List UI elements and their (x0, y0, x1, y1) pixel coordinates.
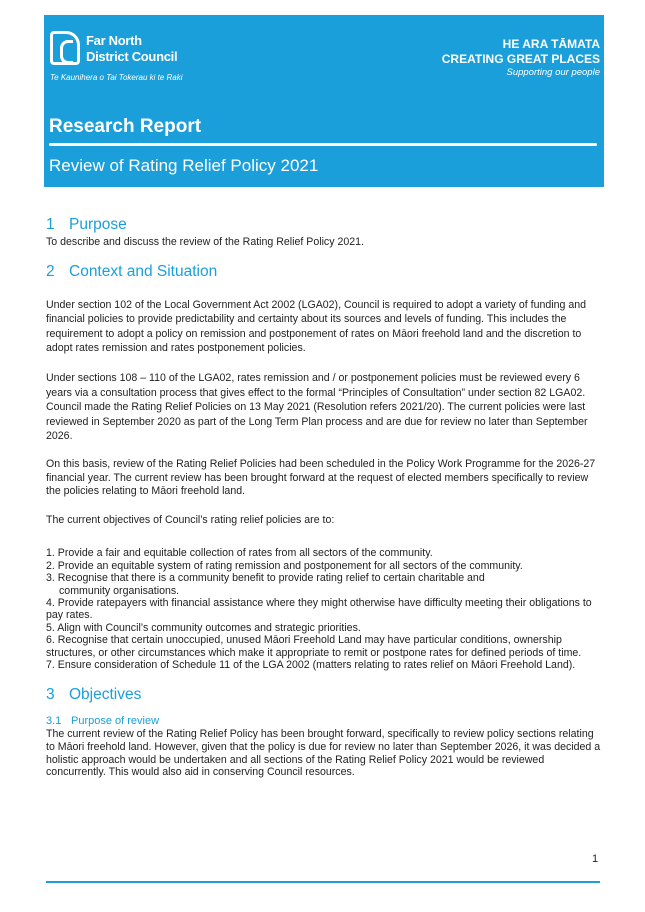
section-number: 2 (46, 262, 55, 280)
report-title: Research Report (49, 116, 202, 137)
section-heading-context (46, 262, 602, 282)
title-divider (49, 143, 597, 146)
context-paragraph-4: The current objectives of Council’s rating relief policies are to: (46, 513, 335, 526)
list-item: 4. Provide ratepayers with financial assistance where they might otherwise have difficulty meeting their obligations to pay rates. (46, 596, 592, 622)
council-logo-icon (50, 31, 80, 65)
document-body (46, 215, 602, 779)
section-title: Objectives (69, 686, 142, 704)
purpose-of-review-text: The current review of the Rating Relief Policy has been brought forward, specifically to review policy sections relating to Māori freehold land. However, given that the policy is due for review no later than September 2026, it was decided a holistic approach would be undertaken and all sections of the Rating Relief Policy 2021 would be reviewed concurrently. This would also aid in conserving Council resources. (46, 728, 601, 779)
section-number: 3 (46, 686, 55, 704)
list-item: 3. Recognise that there is a community benefit to provide rating relief to certain charitable and (46, 572, 485, 585)
list-item: community organisations. (59, 584, 180, 597)
section-number: 1 (46, 216, 55, 233)
logo-line-1: Far North (86, 33, 142, 48)
context-paragraph-1: Under section 102 of the Local Government Act 2002 (LGA02), Council is required to adopt a variety of funding and financial policies to provide predictability and certainty about its sources and levels of funding. This includes the requirement to adopt a policy on remission and postponement of rates on Māori freehold land and the discretion to adopt rates remission and rates postponement policies. (46, 298, 587, 355)
slogan-line-1: HE ARA TĀMATA (502, 37, 600, 51)
list-item: 7. Ensure consideration of Schedule 11 of the LGA 2002 (matters relating to rates relief on Māori Freehold Land). (46, 658, 576, 671)
section-heading-purpose (46, 215, 602, 235)
page-number: 1 (592, 853, 599, 865)
section-title: Purpose (69, 216, 127, 233)
subsection-title: Purpose of review (71, 715, 160, 728)
footer-divider (46, 881, 600, 883)
logo-line-2: District Council (86, 49, 178, 64)
list-item: 5. Align with Council’s community outcomes and strategic priorities. (46, 621, 361, 634)
list-item: 1. Provide a fair and equitable collection of rates from all sectors of the community. (46, 547, 433, 560)
slogan-line-2: CREATING GREAT PLACES (441, 52, 600, 66)
section-title: Context and Situation (69, 262, 218, 280)
list-item: 2. Provide an equitable system of rating remission and postponement for all sectors of the community. (46, 559, 523, 572)
logo-tagline: Te Kaunihera o Tai Tokerau ki te Raki (50, 73, 183, 82)
purpose-text: To describe and discuss the review of the Rating Relief Policy 2021. (46, 236, 364, 248)
list-item: 6. Recognise that certain unoccupied, unused Māori Freehold Land may have particular conditions, ownership structures, or other circumstances which make it appropriate to remit or postpone rates for defined periods of time. (46, 634, 582, 659)
header-banner (44, 15, 604, 187)
context-paragraph-2: Under sections 108 – 110 of the LGA02, rates remission and / or postponement policies must be reviewed every 6 years via a consultation process that gives effect to the formal “Principles of Consultation” under section 82 LGA02. Council made the Rating Relief Policies on 13 May 2021 (Resolution refers 2021/20). The current policies were last reviewed in September 2020 as part of the Long Term Plan process and are due for review no later than September 2026. (46, 371, 588, 443)
subsection-number: 3.1 (46, 715, 62, 728)
section-heading-objectives (46, 685, 602, 705)
subsection-heading-purpose-of-review (46, 714, 602, 728)
objectives-list (46, 547, 602, 671)
slogan-line-3: Supporting our people (506, 67, 600, 78)
context-paragraph-3: On this basis, review of the Rating Relief Policies had been scheduled in the Policy Work Programme for the 2026-27 financial year. The current review has been brought forward at the request of elected members specifically to review the policies relating to Māori freehold land. (46, 457, 596, 498)
report-subtitle: Review of Rating Relief Policy 2021 (49, 156, 319, 175)
